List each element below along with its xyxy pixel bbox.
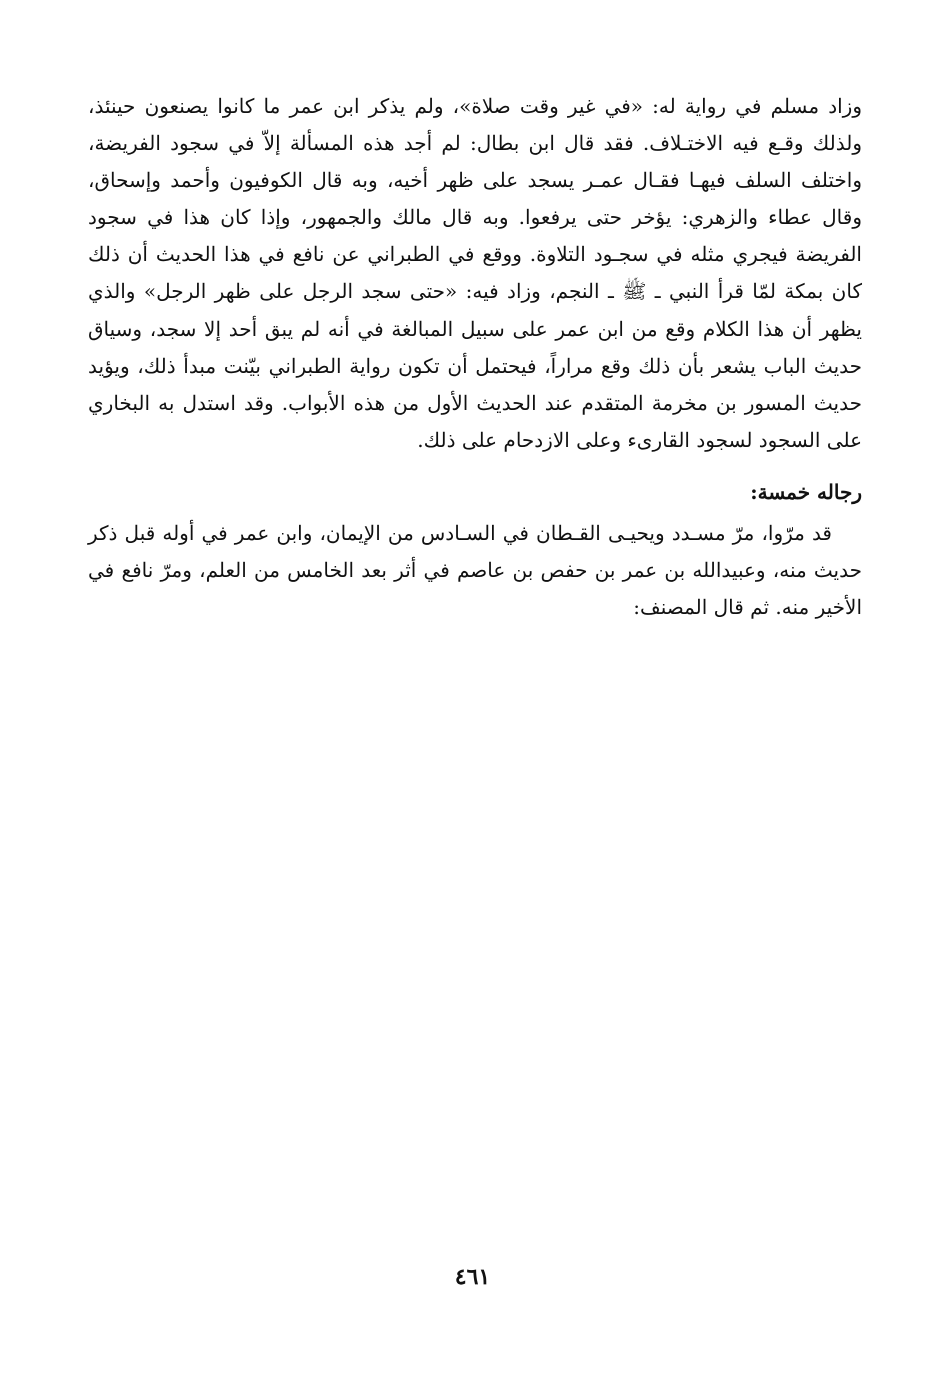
narrators-heading: رجاله خمسة: — [750, 480, 862, 504]
commentary-paragraph: وزاد مسلم في رواية له: «في غير وقت صلاة»، ولم يذكر ابن عمر ما كانوا يصنعون حينئذ، ولذلك وقـع فيه الاختـلاف. فقد قال ابن بطال: لم أجد هذه المسألة إلاّ في سجود الفريضة، واختلف السلف فيهـا فقـال عمـر يسجد على ظهر أخيه، وبه قال الكوفيون وأحمد وإسحاق، وقال عطاء والزهري: يؤخر حتى يرفعوا. وبه قال مالك والجمهور، وإذا كان هذا في سجود الفريضة فيجري مثله في سجـود التلاوة. ووقع في الطبراني عن نافع في هذا الحديث أن ذلك كان بمكة لمّا قرأ النبي ـ ﷺ ـ النجم، وزاد فيه: «حتى سجد الرجل على ظهر الرجل» والذي يظهر أن هذا الكلام وقع من ابن عمر على سبيل المبالغة في أنه لم يبق أحد إلا سجد، وسياق حديث الباب يشعر بأن ذلك وقع مراراً، فيحتمل أن تكون رواية الطبراني بيّنت مبدأ ذلك، ويؤيد حديث المسور بن مخرمة المتقدم عند الحديث الأول من هذه الأبواب. وقد استدل به البخاري على السجود لسجود القارىء وعلى الازدحام على ذلك. — [88, 94, 862, 452]
page-number: ٤٦١ — [454, 1264, 491, 1290]
narrators-paragraph: قد مرّوا، مرّ مسـدد ويحيـى القـطان في السـادس من الإيمان، وابن عمر في أوله قبل ذكر حديث منه، وعبيدالله بن عمر بن حفص بن عاصم في أثر بعد الخامس من العلم، ومرّ نافع في الأخير منه. ثم قال المصنف: — [88, 521, 862, 620]
